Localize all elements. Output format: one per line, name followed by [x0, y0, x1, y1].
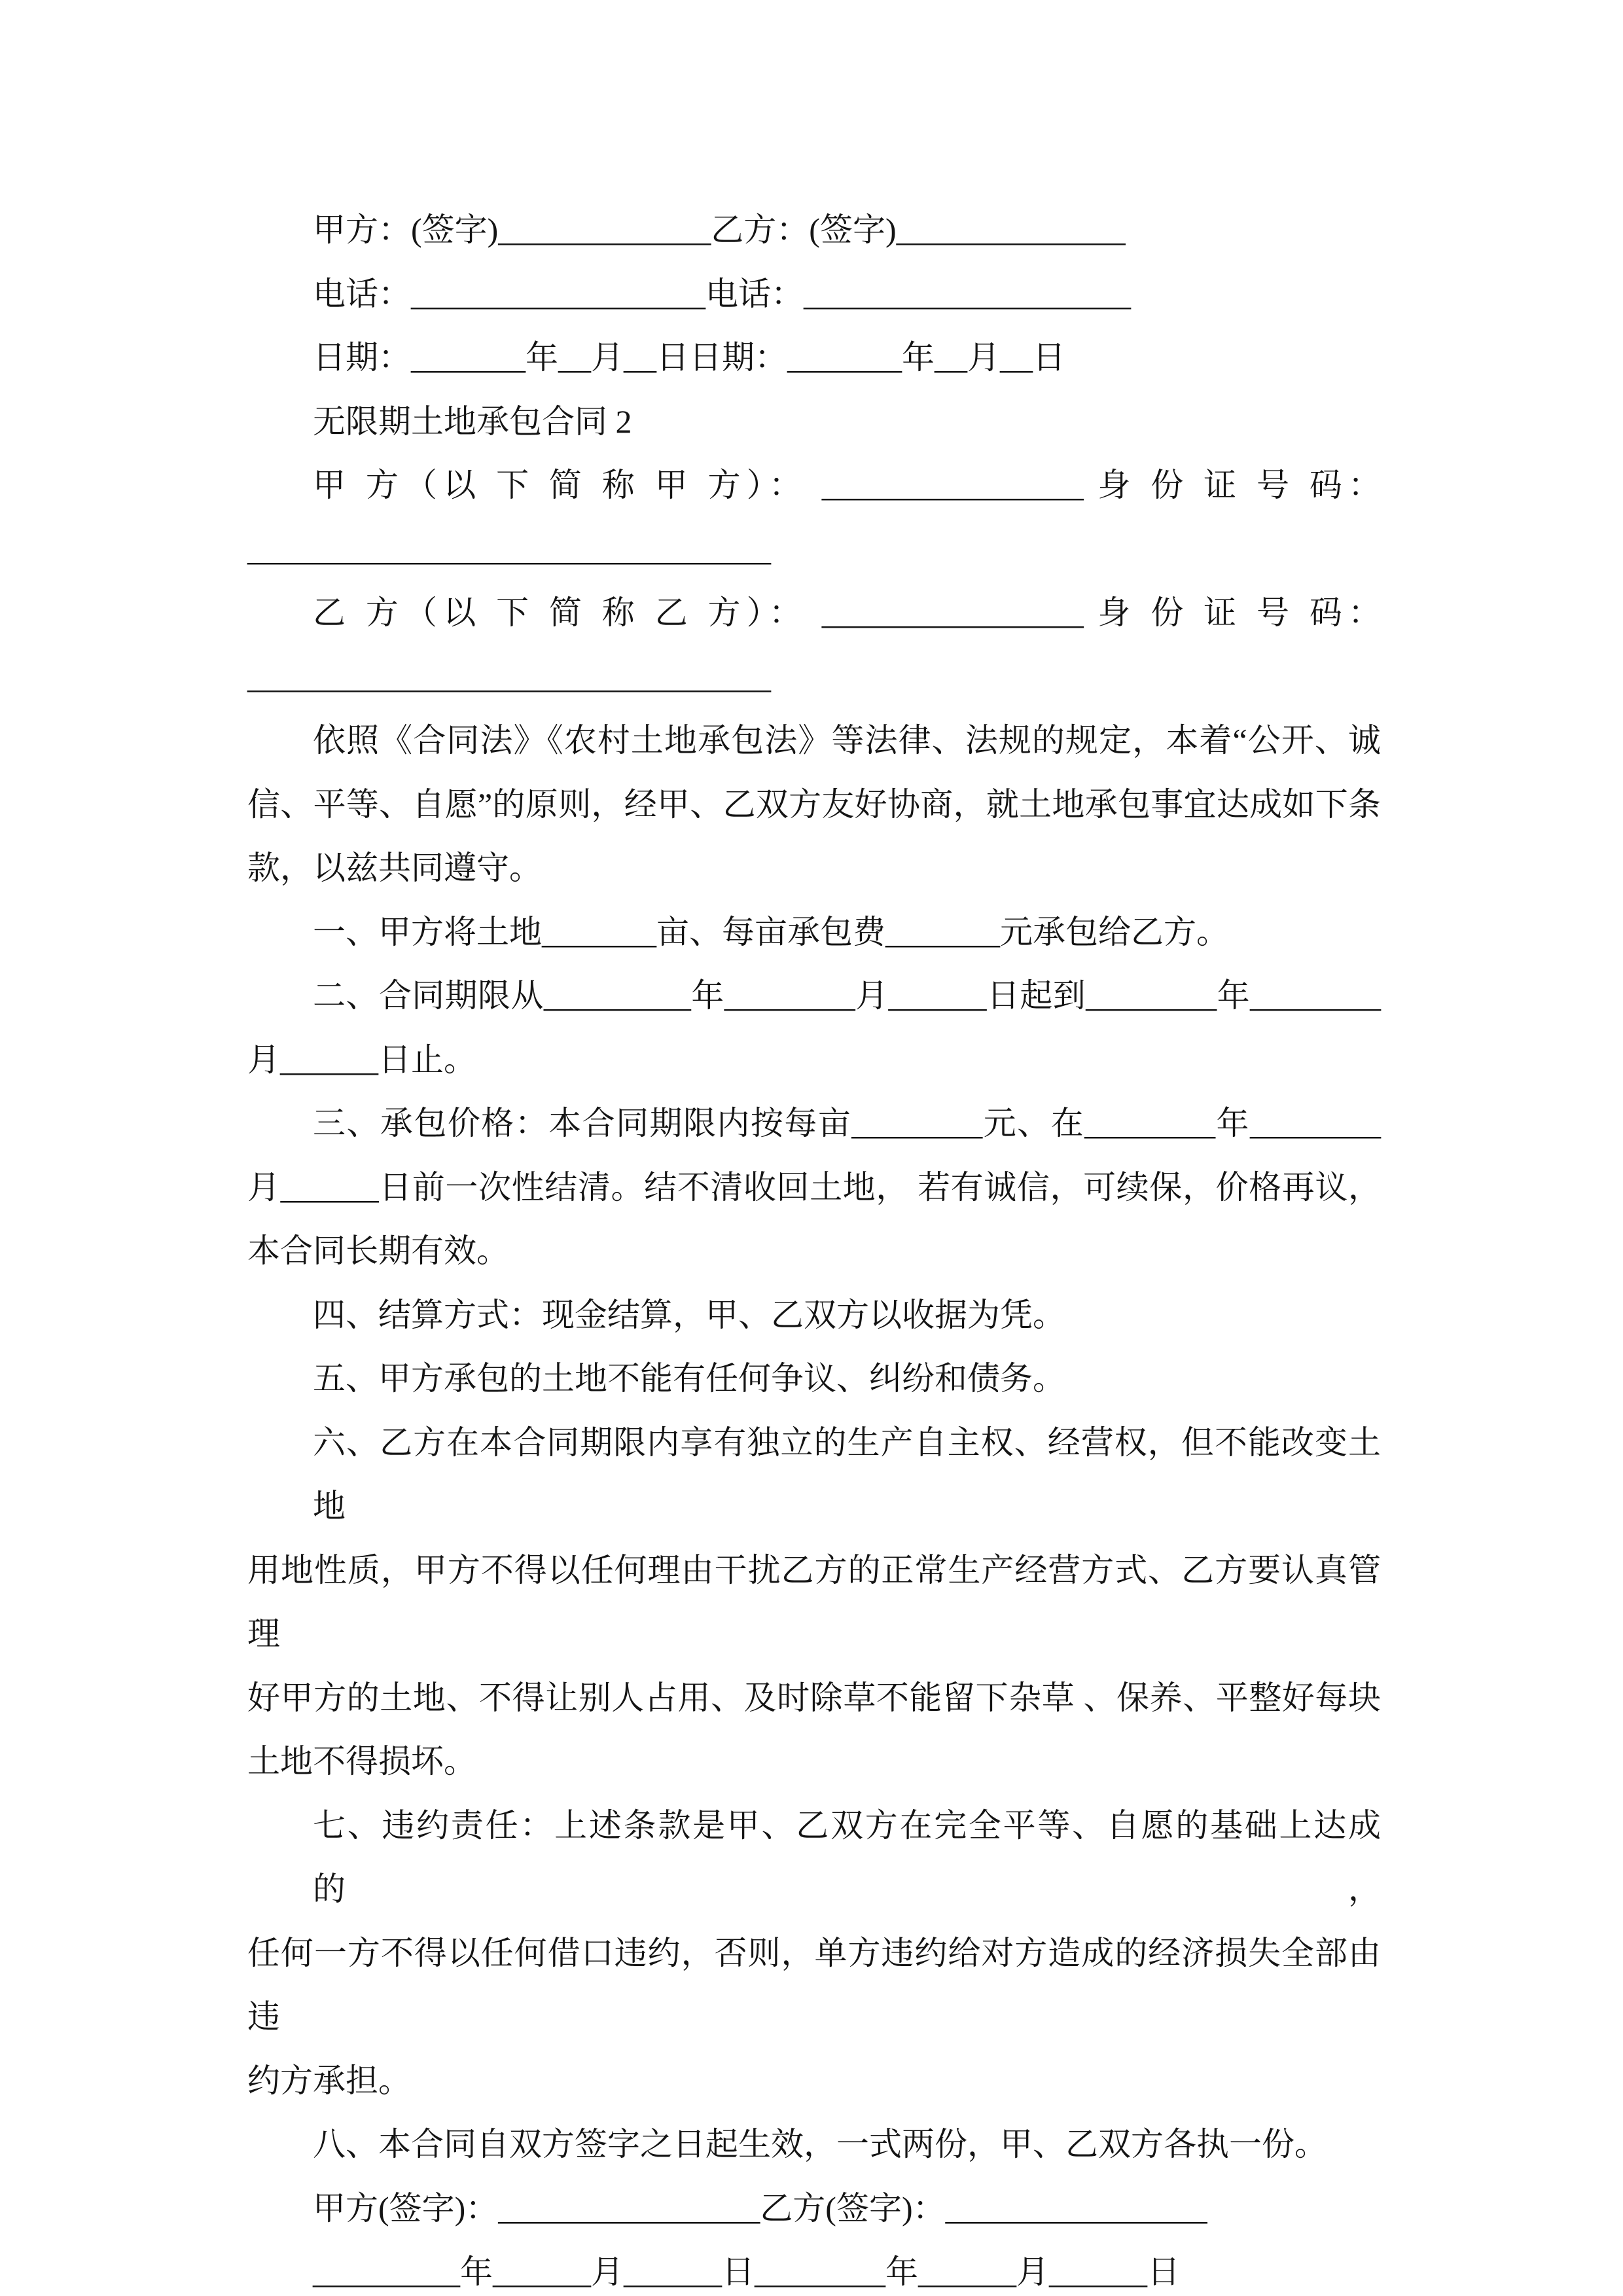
- clause-3-line-2: 月______日前一次性结清。结不清收回土地， 若有诚信，可续保，价格再议，: [247, 1168, 1381, 1206]
- signature-line-top: [247, 198, 1381, 262]
- date-line-top: [247, 326, 1381, 390]
- clause-7-line-2: 任何一方不得以任何借口违约，否则，单方违约给对方造成的经济损失全部由违: [247, 1934, 1381, 2035]
- clause-6-line-3: 好甲方的土地、不得让别人占用、及时除草不能留下杂草 、保养、平整好每块: [247, 1679, 1381, 1716]
- party-b-line-line-2: ________________________________: [247, 658, 771, 695]
- phone-line-line-1: 电话：__________________电话：____________________: [313, 275, 1131, 312]
- signature-line-bottom: [247, 2177, 1381, 2241]
- clause-1: [247, 901, 1381, 965]
- clause-6-line-2: 用地性质，甲方不得以任何理由干扰乙方的正常生产经营方式、乙方要认真管理: [247, 1551, 1381, 1652]
- clause-7-line-1: 七、违约责任：上述条款是甲、乙双方在完全平等、自愿的基础上达成的，: [313, 1806, 1381, 1907]
- clause-7: [247, 1794, 1381, 2113]
- signature-line-bottom-line-1: 甲方(签字)：________________乙方(签字)：________________: [313, 2189, 1207, 2227]
- phone-line: [247, 262, 1381, 327]
- party-a-line-line-1: 甲 方（以 下 简 称 甲 方）： ________________ 身 份 证 号 码：: [313, 467, 1381, 503]
- clause-8-line-1: 八、本合同自双方签字之日起生效，一式两份，甲、乙双方各执一份。: [313, 2126, 1327, 2162]
- clause-5: [247, 1347, 1381, 1411]
- clause-6-line-4: 土地不得损坏。: [247, 1743, 476, 1780]
- preamble-line-2: 信、平等、自愿”的原则，经甲、乙双方友好协商，就土地承包事宜达成如下条: [247, 785, 1381, 823]
- clause-1-line-1: 一、甲方将土地_______亩、每亩承包费_______元承包给乙方。: [313, 913, 1229, 950]
- clause-4: [247, 1283, 1381, 1348]
- clause-3: [247, 1092, 1381, 1283]
- party-b-line: [247, 581, 1381, 709]
- clause-6: [247, 1411, 1381, 1794]
- preamble: [247, 709, 1381, 901]
- preamble-line-3: 款，以兹共同遵守。: [247, 850, 542, 886]
- clause-6-line-1: 六、乙方在本合同期限内享有独立的生产自主权、经营权，但不能改变土地: [313, 1424, 1381, 1524]
- clause-2: [247, 964, 1381, 1092]
- clause-2-line-2: 月______日止。: [247, 1041, 476, 1078]
- clause-4-line-1: 四、结算方式：现金结算，甲、乙双方以收据为凭。: [313, 1296, 1065, 1333]
- date-line-top-line-1: 日期：_______年__月__日日期：_______年__月__日: [313, 339, 1065, 376]
- clause-5-line-1: 五、甲方承包的土地不能有任何争议、纠纷和债务。: [313, 1360, 1065, 1397]
- clause-7-line-3: 约方承担。: [247, 2062, 411, 2099]
- clause-8: [247, 2113, 1381, 2177]
- party-b-line-line-1: 乙 方（以 下 简 称 乙 方）： ________________ 身 份 证 号 码：: [313, 594, 1381, 631]
- preamble-line-1: 依照《合同法》《农村土地承包法》等法律、法规的规定，本着“公开、诚: [313, 722, 1381, 759]
- clause-3-line-1: 三、承包价格：本合同期限内按每亩________元、在________年________: [313, 1105, 1381, 1141]
- document-title: [247, 390, 1381, 454]
- date-line-bottom: [247, 2240, 1381, 2296]
- signature-line-top-line-1: 甲方：(签字)_____________乙方：(签字)______________: [313, 211, 1126, 248]
- document-title-line-1: 无限期土地承包合同 2: [313, 403, 632, 440]
- contract-document: [247, 198, 1381, 2296]
- party-a-line-line-2: ________________________________: [247, 530, 771, 567]
- clause-3-line-3: 本合同长期有效。: [247, 1232, 509, 1269]
- date-line-bottom-line-1: _________年______月______日________年______月______日: [313, 2253, 1180, 2290]
- party-a-line: [247, 454, 1381, 581]
- clause-2-line-1: 二、合同期限从_________年________月______日起到________年________: [313, 977, 1381, 1014]
